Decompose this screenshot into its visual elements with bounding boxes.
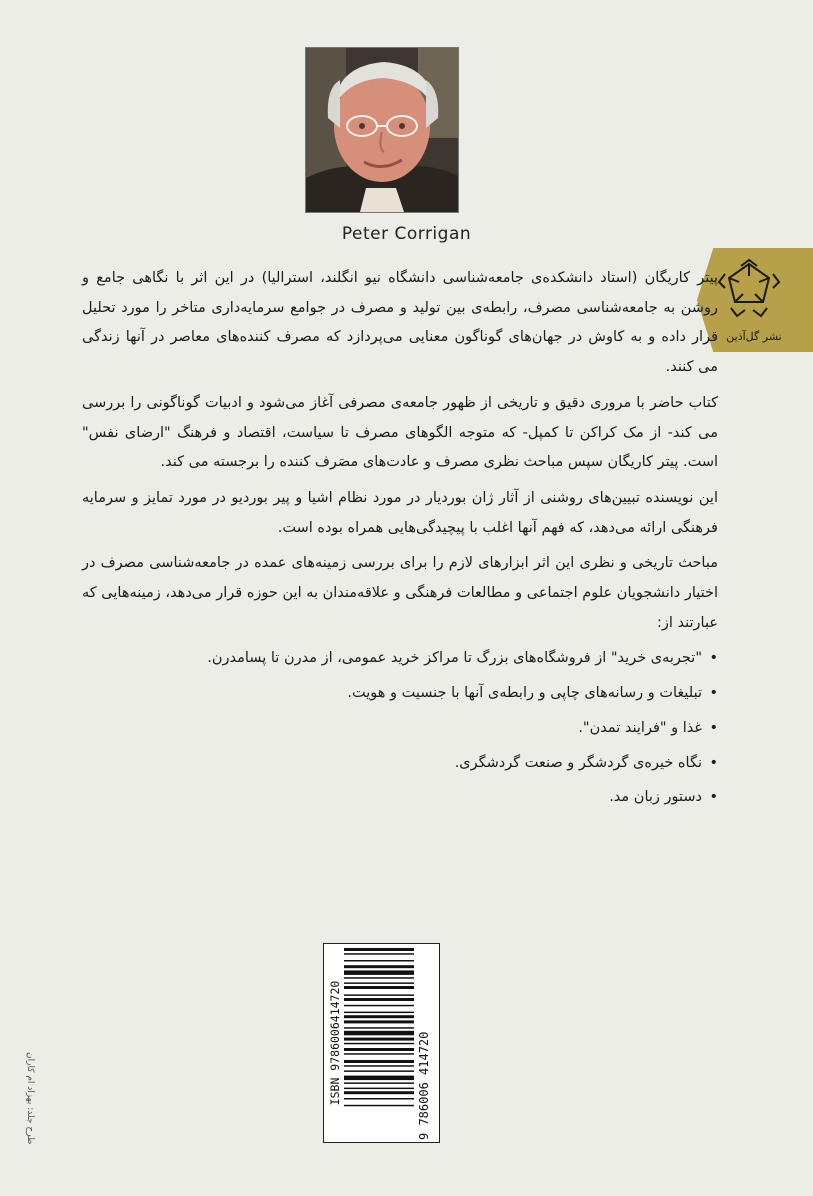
list-item: • "تجربه‌ی خرید" از فروشگاه‌های بزرگ تا مراکز خرید عمومی، از مدرن تا پسامدرن. (82, 644, 718, 674)
barcode-bars (344, 948, 414, 1140)
list-item: • نگاه خیره‌ی گردشگر و صنعت گردشگری. (82, 749, 718, 779)
paragraph: کتاب حاضر با مروری دقیق و تاریخی از ظهور جامعه‌ی مصرفی آغاز می‌شود و ادبیات گوناگونی را بررسی می کند- از مک کراکن تا کمپل- که متوجه الگوهای مصرف تا سیاست، اقتصاد و فرهنگ "ارضای نفس" است. پیتر کاریگان سپس مباحث نظری مصرف و عادت‌های مصَرف کننده را برجسته می کند. (82, 394, 718, 471)
list-item: • دستور زبان مد. (82, 783, 718, 813)
paragraph: این نویسنده تبیین‌های روشنی از آثار ژان بوردیار در مورد نظام اشیا و پیر بوردیو در مورد تمایز و سرمایه فرهنگی ارائه می‌دهد، که فهم آنها اغلب با پیچیدگی‌هایی همراه بوده است. (82, 489, 718, 536)
paragraph: مباحث تاریخی و نظری این اثر ابزارهای لازم را برای بررسی زمینه‌های عمده در جامعه‌شناسی مصرف در اختیار دانشجویان علوم اجتماعی و مطالعات فرهنگی و علاقه‌مندان به این حوزه قرار می‌دهد، زمینه‌هایی که عبارتند از: (82, 555, 718, 631)
barcode-digits: 9 786006 414720 (417, 1031, 431, 1140)
author-name: Peter Corrigan (341, 224, 472, 244)
back-cover-description (82, 264, 718, 818)
author-portrait (305, 47, 459, 213)
list-item: • غذا و "فرایند تمدن". (82, 714, 718, 744)
paragraph: پیتر کاریگان (استاد دانشکده‌ی جامعه‌شناسی دانشگاه نیو انگلند، استرالیا) در این اثر با نگاهی جامع و روشن به جامعه‌شناسی مصرف، رابطه‌ی بین تولید و مصرف در جوامع سرمایه‌داری متاخر را مورد تحلیل قرار داده و به کاوش در جهان‌های گوناگون معنایی می‌پردازد که مصرف کننده‌های معاصر در آنها زندگی می کنند. (82, 270, 718, 376)
topics-list (82, 644, 718, 813)
isbn-barcode (323, 943, 440, 1143)
list-item: • تبلیغات و رسانه‌های چاپی و رابطه‌ی آنها با جنسیت و هویت. (82, 679, 718, 709)
isbn-label: ISBN 9786006414720 (328, 980, 342, 1106)
publisher-name: نشر گل‌آذین (726, 330, 782, 343)
cover-design-credit: طرح جلد: بهزاد ام کاران (25, 1052, 35, 1145)
book-pentagon-icon (711, 258, 787, 322)
